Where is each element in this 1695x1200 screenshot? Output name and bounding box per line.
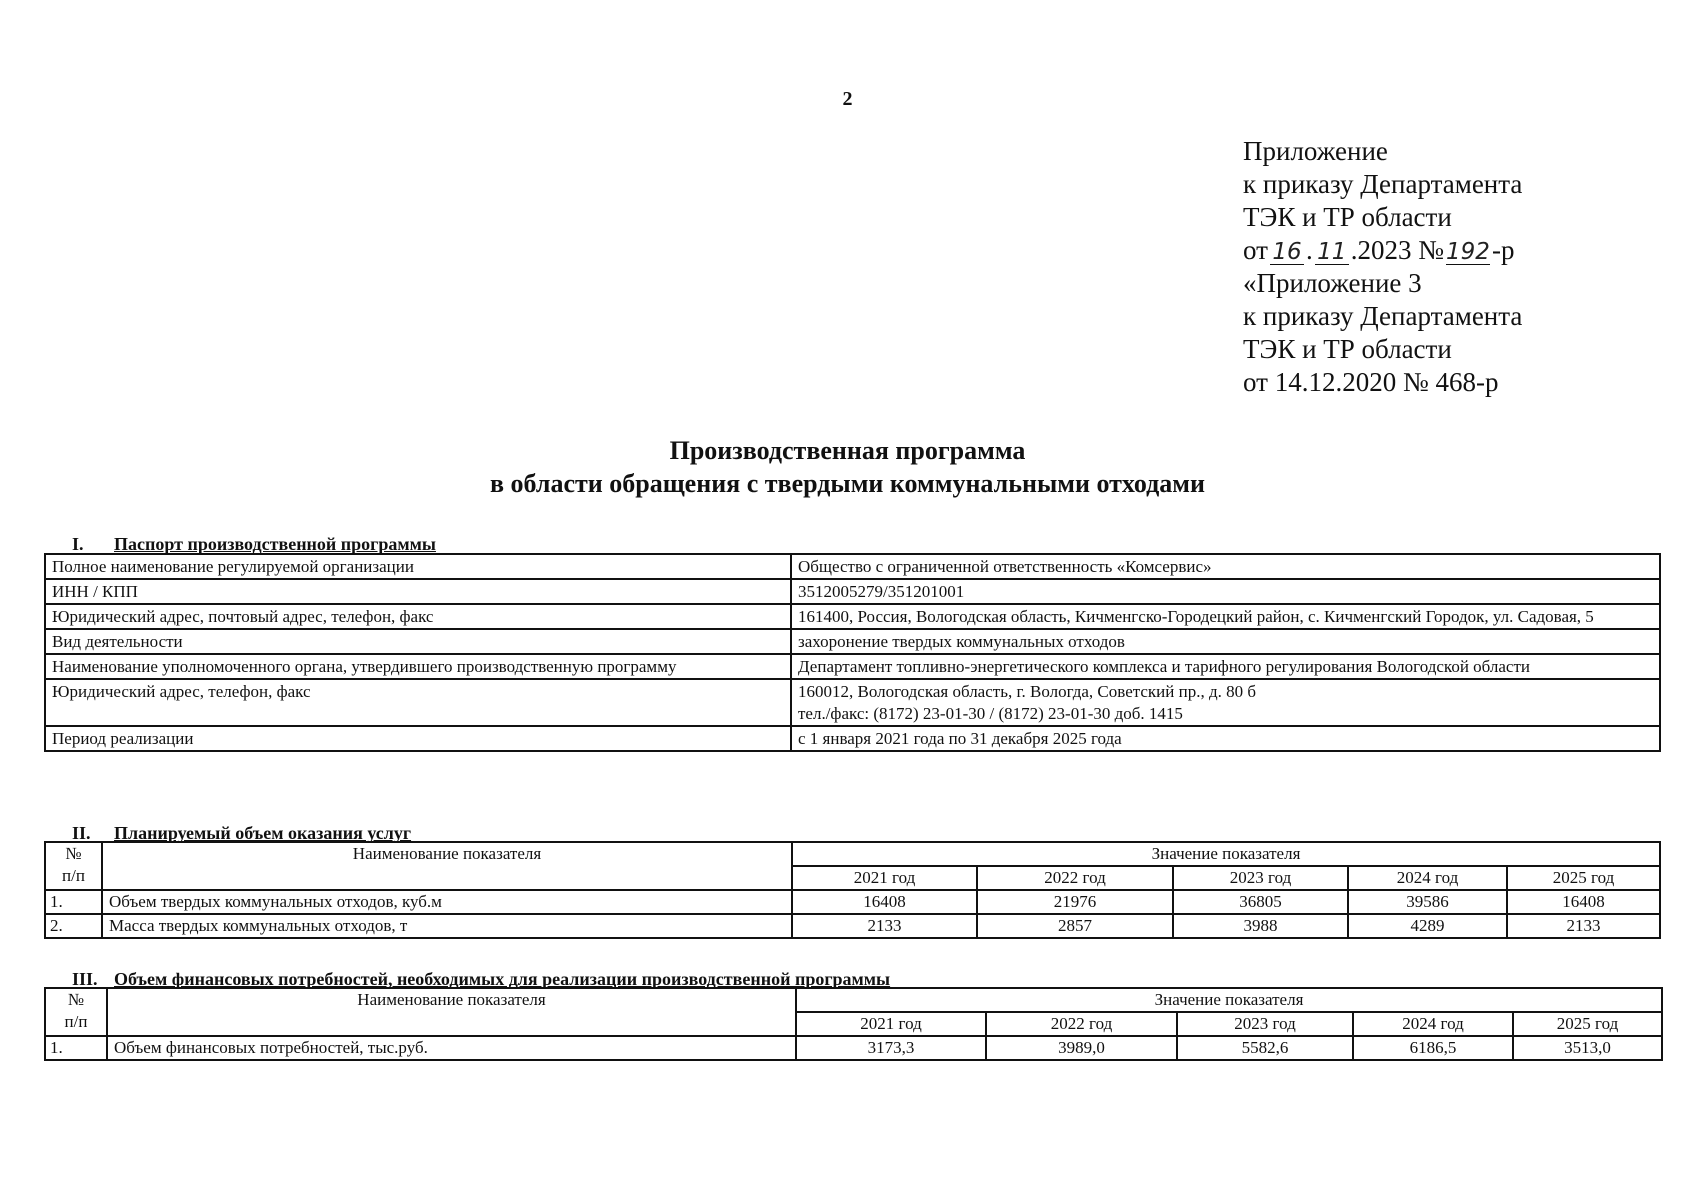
passport-value: 3512005279/351201001 [791, 579, 1660, 604]
passport-value: 160012, Вологодская область, г. Вологда, Советский пр., д. 80 б тел./факс: (8172) 23-01-30 / (8172) 23-01-30 доб. 1415 [791, 679, 1660, 726]
column-header-number: № п/п [45, 988, 107, 1036]
document-subtitle: в области обращения с твердыми коммунальными отходами [489, 469, 1205, 498]
column-header-year: 2022 год [986, 1012, 1177, 1036]
appendix-line: к приказу Департамента [1243, 169, 1523, 199]
row-indicator-name: Объем финансовых потребностей, тыс.руб. [107, 1036, 796, 1060]
column-header-year: 2025 год [1507, 866, 1660, 890]
passport-label: Наименование уполномоченного органа, утвердившего производственную программу [45, 654, 791, 679]
passport-row [45, 629, 1660, 654]
passport-label: Период реализации [45, 726, 791, 751]
column-header-year: 2023 год [1177, 1012, 1353, 1036]
passport-row [45, 554, 1660, 579]
column-header-year: 2024 год [1353, 1012, 1513, 1036]
page-number: 2 [842, 88, 853, 110]
passport-row [45, 726, 1660, 751]
section-number: I. [72, 534, 84, 554]
column-header-year: 2024 год [1348, 866, 1507, 890]
appendix-line: ТЭК и ТР области [1243, 202, 1452, 232]
passport-label: Юридический адрес, телефон, факс [45, 679, 791, 726]
appendix-block [1243, 135, 1522, 399]
section-number: III. [72, 969, 98, 989]
volume-table [44, 841, 1661, 939]
row-indicator-name: Объем твердых коммунальных отходов, куб.м [102, 890, 792, 914]
passport-value: 161400, Россия, Вологодская область, Кичменгско-Городецкий район, с. Кичменгский Городок, ул. Садовая, 5 [791, 604, 1660, 629]
handwritten-order-number: 192 [1446, 239, 1490, 265]
row-value-cell: 2857 [977, 914, 1173, 938]
row-value-cell: 6186,5 [1353, 1036, 1513, 1060]
table-row [45, 1036, 1662, 1060]
section-heading-finance [46, 969, 890, 989]
row-value-cell: 39586 [1348, 890, 1507, 914]
row-value-cell: 36805 [1173, 890, 1348, 914]
order-suffix: -р [1491, 235, 1515, 265]
passport-row [45, 679, 1660, 726]
section-heading-passport [46, 534, 436, 554]
document-title: Производственная программа [669, 436, 1026, 465]
passport-table [44, 553, 1661, 752]
date-year: .2023 № [1350, 235, 1444, 265]
column-header-year: 2022 год [977, 866, 1173, 890]
section-title: Объем финансовых потребностей, необходимых для реализации производственной программы [114, 969, 891, 989]
passport-value: Департамент топливно-энергетического комплекса и тарифного регулирования Вологодской области [791, 654, 1660, 679]
appendix-date-line: от 16 . 11 .2023 №192-р [1243, 235, 1515, 265]
section-title: Планируемый объем оказания услуг [114, 823, 412, 843]
row-value-cell: 3173,3 [796, 1036, 986, 1060]
handwritten-month: 11 [1315, 240, 1349, 265]
table-row [45, 914, 1660, 938]
finance-table [44, 987, 1663, 1061]
appendix-line: от 14.12.2020 № 468-р [1243, 367, 1499, 397]
column-header-number: № п/п [45, 842, 102, 890]
row-value-cell: 4289 [1348, 914, 1507, 938]
row-value-cell: 16408 [792, 890, 977, 914]
handwritten-day: 16 [1270, 240, 1304, 265]
passport-value: Общество с ограниченной ответственность «Комсервис» [791, 554, 1660, 579]
table-row [45, 890, 1660, 914]
section-title: Паспорт производственной программы [114, 534, 436, 554]
column-header-year: 2025 год [1513, 1012, 1662, 1036]
row-value-cell: 16408 [1507, 890, 1660, 914]
row-number: 2. [45, 914, 102, 938]
column-header-value: Значение показателя [792, 842, 1660, 866]
passport-label: Юридический адрес, почтовый адрес, телефон, факс [45, 604, 791, 629]
row-value-cell: 21976 [977, 890, 1173, 914]
passport-row [45, 654, 1660, 679]
appendix-line: ТЭК и ТР области [1243, 334, 1452, 364]
passport-value: с 1 января 2021 года по 31 декабря 2025 года [791, 726, 1660, 751]
row-number: 1. [45, 1036, 107, 1060]
column-header-name: Наименование показателя [107, 988, 796, 1036]
row-indicator-name: Масса твердых коммунальных отходов, т [102, 914, 792, 938]
column-header-name: Наименование показателя [102, 842, 792, 890]
section-number: II. [72, 823, 91, 843]
row-value-cell: 5582,6 [1177, 1036, 1353, 1060]
row-value-cell: 2133 [792, 914, 977, 938]
column-header-year: 2021 год [796, 1012, 986, 1036]
column-header-year: 2021 год [792, 866, 977, 890]
appendix-line: «Приложение 3 [1243, 268, 1422, 298]
row-value-cell: 2133 [1507, 914, 1660, 938]
appendix-line: Приложение [1243, 136, 1388, 166]
row-value-cell: 3988 [1173, 914, 1348, 938]
column-header-value: Значение показателя [796, 988, 1662, 1012]
row-value-cell: 3989,0 [986, 1036, 1177, 1060]
column-header-year: 2023 год [1173, 866, 1348, 890]
passport-label: Полное наименование регулируемой организации [45, 554, 791, 579]
passport-row [45, 579, 1660, 604]
passport-value: захоронение твердых коммунальных отходов [791, 629, 1660, 654]
passport-label: ИНН / КПП [45, 579, 791, 604]
section-heading-volume [46, 823, 411, 843]
row-value-cell: 3513,0 [1513, 1036, 1662, 1060]
passport-label: Вид деятельности [45, 629, 791, 654]
row-number: 1. [45, 890, 102, 914]
appendix-line: к приказу Департамента [1243, 301, 1523, 331]
passport-row [45, 604, 1660, 629]
date-prefix: от [1243, 235, 1268, 265]
